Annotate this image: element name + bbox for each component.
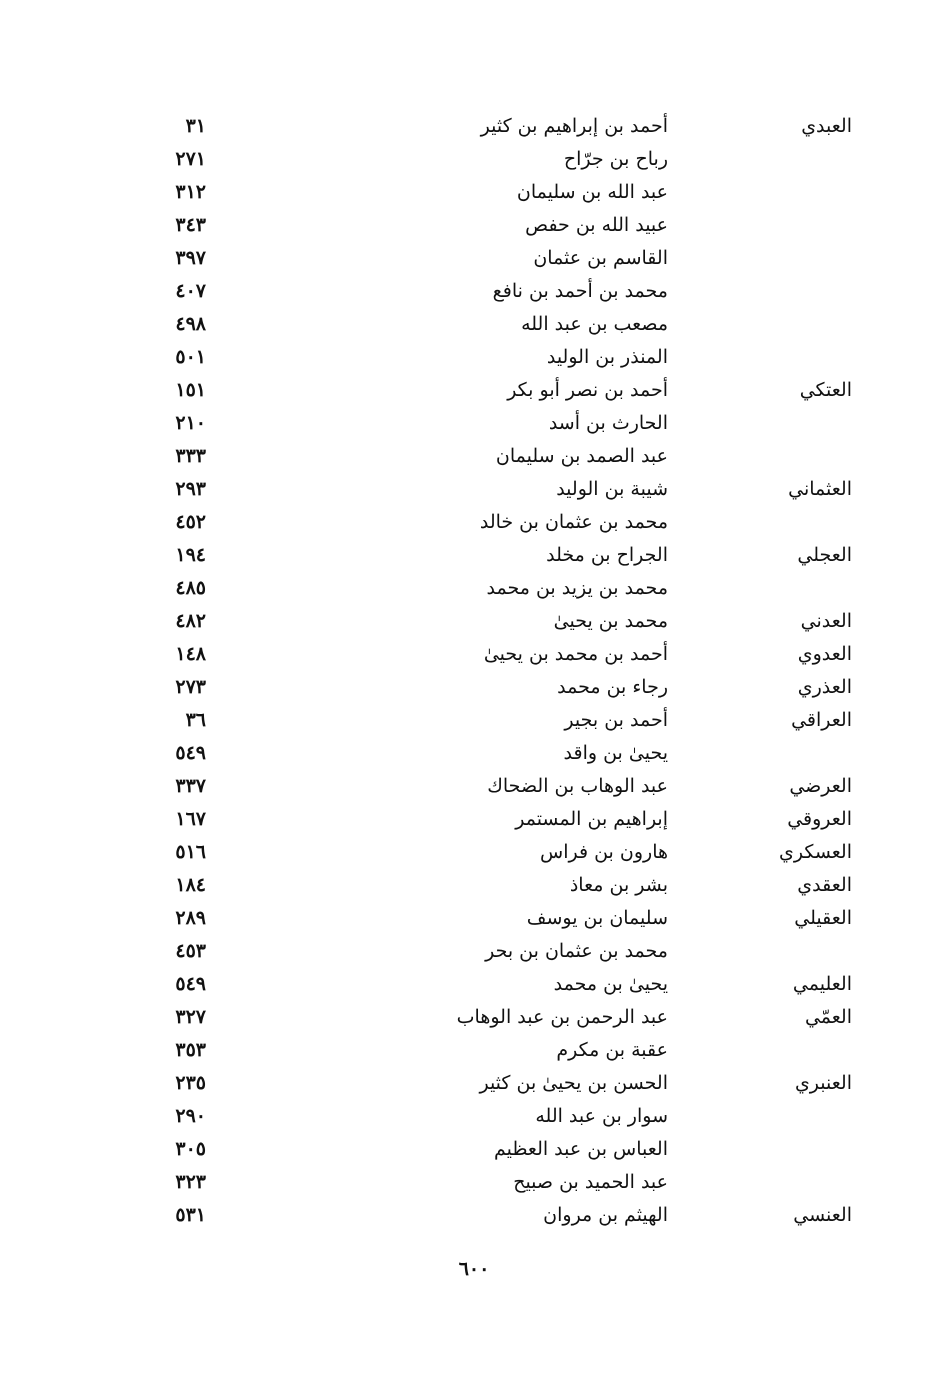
narrator-name: رباح بن جرّاح (563, 148, 668, 170)
narrator-name: الهيثم بن مروان (543, 1204, 668, 1226)
narrator-name: محمد بن أحمد بن نافع (492, 280, 668, 302)
narrator-name: هارون بن فراس (540, 841, 668, 863)
index-row (100, 737, 860, 770)
index-row (100, 836, 860, 869)
narrator-name: عبد الحميد بن صبيح (513, 1171, 668, 1193)
page-number: ٦٠٠ (458, 1258, 490, 1280)
narrator-name: الحارث بن أسد (548, 412, 668, 434)
page-reference: ٥١٦ (175, 841, 206, 863)
index-row (100, 506, 860, 539)
index-row (100, 473, 860, 506)
narrator-name: عبيد الله بن حفص (525, 214, 668, 236)
index-row (100, 935, 860, 968)
nisba-label: العليمي (792, 973, 852, 995)
index-row (100, 374, 860, 407)
page-reference: ١٦٧ (175, 808, 206, 830)
page-reference: ٣٤٣ (175, 214, 206, 236)
page-reference: ٤٠٧ (175, 280, 206, 302)
index-row (100, 770, 860, 803)
nisba-label: العجلي (797, 544, 852, 566)
narrator-name: عقبة بن مكرم (556, 1039, 668, 1061)
page-reference: ٢٨٩ (175, 907, 206, 929)
narrator-name: محمد بن عثمان بن بحر (485, 940, 668, 962)
narrator-name: محمد بن يحيىٰ (553, 610, 668, 632)
narrator-name: عبد الرحمن بن عبد الوهاب (456, 1006, 668, 1028)
index-row (100, 539, 860, 572)
page-reference: ٢١٠ (175, 412, 206, 434)
page-reference: ٢٧١ (175, 148, 206, 170)
page-reference: ٥٤٩ (175, 742, 206, 764)
nisba-label: العقدي (797, 874, 852, 896)
narrator-name: أحمد بن إبراهيم بن كثير (480, 115, 668, 137)
narrator-name: العباس بن عبد العظيم (493, 1138, 668, 1160)
index-row (100, 308, 860, 341)
nisba-label: العدني (800, 610, 852, 632)
narrator-name: الحسن بن يحيىٰ بن كثير (479, 1072, 668, 1094)
page-reference: ٣١٢ (175, 181, 206, 203)
index-row (100, 1100, 860, 1133)
index-row (100, 605, 860, 638)
page-reference: ٤٥٢ (175, 511, 206, 533)
nisba-label: العمّي (804, 1006, 852, 1028)
page-reference: ٢٧٣ (175, 676, 206, 698)
narrator-name: أحمد بن محمد بن يحيىٰ (483, 643, 668, 665)
page-reference: ٣٣٣ (175, 445, 206, 467)
index-row (100, 341, 860, 374)
narrator-name: المنذر بن الوليد (546, 346, 668, 368)
index-row (100, 803, 860, 836)
page-reference: ٥٤٩ (175, 973, 206, 995)
index-table (100, 110, 860, 1232)
narrator-name: سليمان بن يوسف (526, 907, 668, 929)
narrator-name: إبراهيم بن المستمر (515, 808, 668, 830)
index-row (100, 275, 860, 308)
index-row (100, 110, 860, 143)
narrator-name: سوار بن عبد الله (535, 1105, 668, 1127)
narrator-name: شيبة بن الوليد (556, 478, 668, 500)
page-reference: ٣٠٥ (175, 1138, 206, 1160)
narrator-name: محمد بن عثمان بن خالد (479, 511, 668, 533)
narrator-name: بشر بن معاذ (569, 874, 668, 896)
narrator-name: رجاء بن محمد (557, 676, 668, 698)
index-row (100, 638, 860, 671)
nisba-label: العقيلي (794, 907, 852, 929)
page-reference: ٣٢٧ (175, 1006, 206, 1028)
narrator-name: محمد بن يزيد بن محمد (486, 577, 668, 599)
page-reference: ٣٢٣ (175, 1171, 206, 1193)
page-reference: ٤٥٣ (175, 940, 206, 962)
narrator-name: عبد الوهاب بن الضحاك (487, 775, 668, 797)
index-row (100, 143, 860, 176)
page-reference: ١٨٤ (175, 874, 206, 896)
page-reference: ٣١ (185, 115, 206, 137)
narrator-name: القاسم بن عثمان (533, 247, 668, 269)
index-row (100, 440, 860, 473)
index-row (100, 242, 860, 275)
nisba-label: العتكي (799, 379, 852, 401)
page-reference: ٣٩٧ (175, 247, 206, 269)
index-row (100, 1034, 860, 1067)
index-row (100, 704, 860, 737)
index-row (100, 1001, 860, 1034)
narrator-name: يحيىٰ بن واقد (563, 742, 668, 764)
nisba-label: العرضي (789, 775, 852, 797)
page-reference: ٣٣٧ (175, 775, 206, 797)
page-reference: ٤٨٢ (175, 610, 206, 632)
index-row (100, 1199, 860, 1232)
page-reference: ٢٩٠ (175, 1105, 206, 1127)
narrator-name: عبد الصمد بن سليمان (495, 445, 668, 467)
page-reference: ٢٩٣ (175, 478, 206, 500)
index-row (100, 407, 860, 440)
page-reference: ٣٥٣ (175, 1039, 206, 1061)
page-reference: ٥٠١ (175, 346, 206, 368)
index-row (100, 209, 860, 242)
narrator-name: الجراح بن مخلد (546, 544, 668, 566)
nisba-label: العثماني (788, 478, 852, 500)
page-reference: ٢٣٥ (175, 1072, 206, 1094)
index-row (100, 671, 860, 704)
nisba-label: العدوي (797, 643, 852, 665)
index-row (100, 869, 860, 902)
narrator-name: عبد الله بن سليمان (516, 181, 668, 203)
index-row (100, 176, 860, 209)
index-row (100, 1067, 860, 1100)
index-row (100, 1133, 860, 1166)
page-reference: ٤٩٨ (175, 313, 206, 335)
index-row (100, 968, 860, 1001)
index-row (100, 1166, 860, 1199)
index-row (100, 572, 860, 605)
narrator-name: مصعب بن عبد الله (521, 313, 668, 335)
narrator-name: يحيىٰ بن محمد (553, 973, 668, 995)
index-row (100, 902, 860, 935)
page-reference: ٣٦ (185, 709, 206, 731)
page-reference: ٥٣١ (175, 1204, 206, 1226)
narrator-name: أحمد بن نصر أبو بكر (507, 379, 668, 401)
nisba-label: العذري (797, 676, 852, 698)
nisba-label: العبدي (801, 115, 852, 137)
nisba-label: العنبري (794, 1072, 852, 1094)
nisba-label: العروقي (787, 808, 852, 830)
nisba-label: العنسي (793, 1204, 852, 1226)
nisba-label: العراقي (791, 709, 852, 731)
narrator-name: أحمد بن بجير (564, 709, 668, 731)
page-reference: ١٤٨ (175, 643, 206, 665)
page-reference: ١٥١ (175, 379, 206, 401)
page-reference: ١٩٤ (175, 544, 206, 566)
nisba-label: العسكري (778, 841, 852, 863)
page-reference: ٤٨٥ (175, 577, 206, 599)
